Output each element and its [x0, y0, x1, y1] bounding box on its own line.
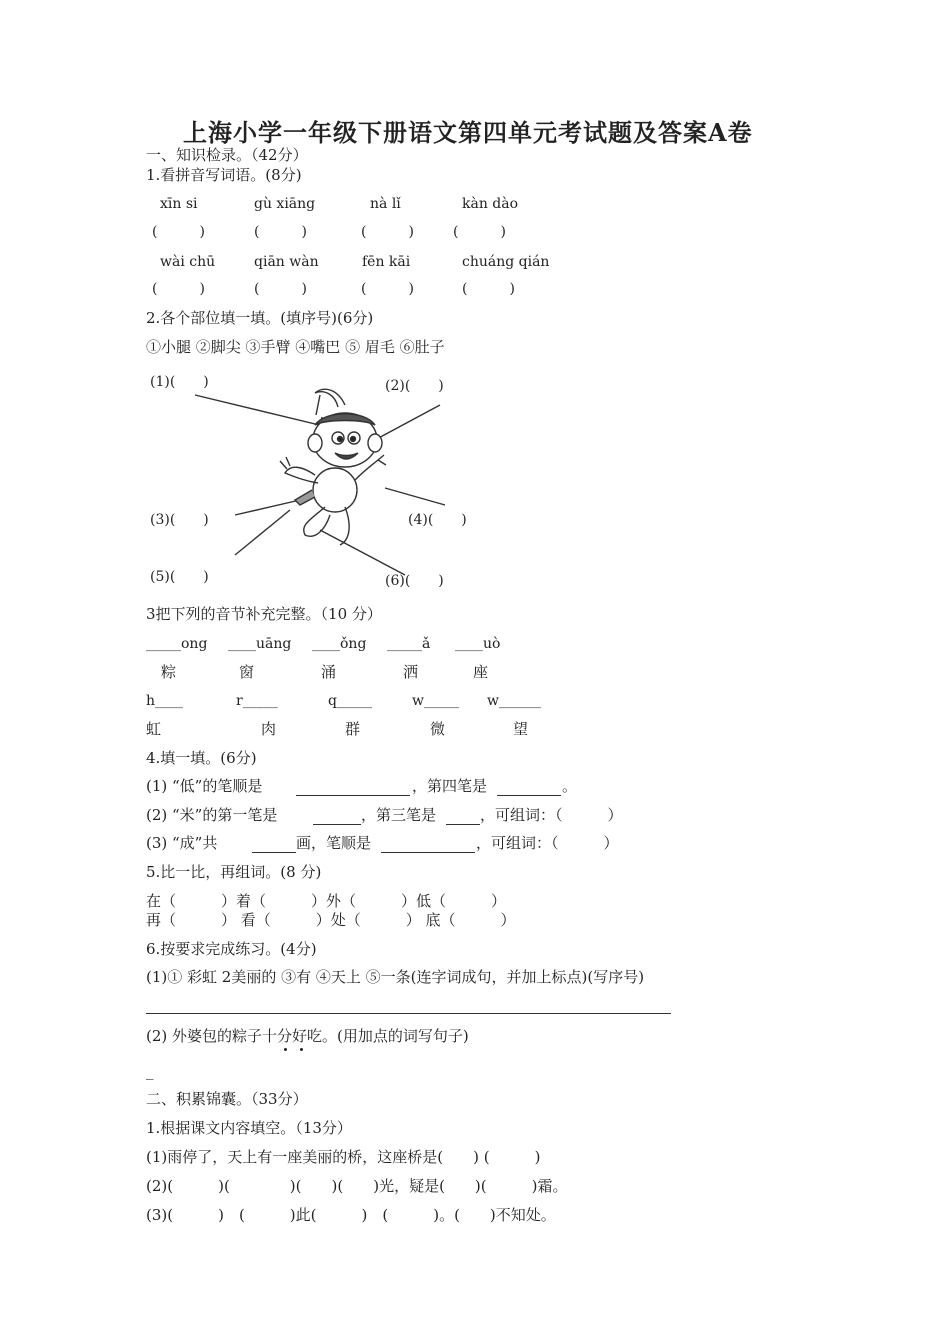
page-title: 上海小学一年级下册语文第四单元考试题及答案A卷	[183, 118, 753, 147]
emphasis-dot	[300, 1048, 303, 1051]
syllable-blank[interactable]: w_____	[412, 693, 459, 709]
hanzi: 望	[513, 720, 529, 738]
question-2-options: ①小腿 ②脚尖 ③手臂 ④嘴巴 ⑤ 眉毛 ⑥肚子	[146, 338, 445, 356]
q4-line3-text: 画，笔顺是	[296, 834, 372, 852]
diagram-label-1: (1)( )	[150, 374, 209, 390]
pinyin-2-2: qiān wàn	[254, 254, 319, 270]
syllable-blank[interactable]: r_____	[236, 693, 278, 709]
leader-line	[235, 510, 290, 555]
hanzi: 洒	[403, 663, 419, 681]
q4-line2-text: ，可组词：（ ）	[480, 806, 623, 824]
syllable-blank[interactable]: ____ǒng	[312, 636, 367, 652]
syllable-blank[interactable]: w______	[487, 693, 541, 709]
pinyin-2-1: wài chū	[160, 254, 216, 270]
hanzi: 微	[430, 720, 446, 738]
q4-line2-text: ，第三笔是	[361, 806, 437, 824]
hanzi: 虹	[146, 720, 162, 738]
leader-line	[385, 488, 445, 505]
section-heading-2: 二、积累锦囊。（33分）	[146, 1090, 308, 1108]
section-heading-1: 一、知识检录。（42分）	[146, 146, 308, 164]
diagram-label-6: (6)( )	[385, 573, 444, 589]
q4-line2-text: (2) “米”的第一笔是	[146, 806, 278, 824]
syllable-blank[interactable]: h____	[146, 693, 184, 709]
pinyin-2-3: fēn kāi	[362, 254, 411, 270]
answer-line[interactable]	[497, 795, 561, 796]
answer-blank[interactable]: ( )	[453, 224, 506, 240]
question-1-heading: 1.看拼音写词语。(8分)	[146, 166, 302, 184]
answer-line[interactable]	[381, 852, 475, 853]
hanzi: 窗	[239, 663, 255, 681]
q4-line1-text: ，第四笔是	[412, 777, 488, 795]
hanzi: 座	[473, 663, 489, 681]
q4-line1-text: (1) “低”的笔顺是	[146, 777, 263, 795]
q5-row2[interactable]: 再（ ） 看（ ）处（ ） 底（ ）	[146, 911, 516, 929]
answer-line[interactable]	[446, 824, 480, 825]
diagram-label-3: (3)( )	[150, 512, 209, 528]
pinyin-2-4: chuáng qián	[462, 254, 550, 270]
q6-item1: (1)① 彩虹 2美丽的 ③有 ④天上 ⑤一条(连字词成句，并加上标点)(写序号)	[146, 968, 645, 986]
syllable-blank[interactable]: ____uāng	[228, 636, 292, 652]
emphasis-dot	[284, 1048, 287, 1051]
syllable-blank[interactable]: _____ong	[146, 636, 208, 652]
syllable-blank[interactable]: q_____	[328, 693, 372, 709]
pinyin-1-2: gù xiāng	[254, 196, 316, 212]
q4-line3-text: ，可组词：（ ）	[476, 834, 619, 852]
answer-blank[interactable]: ( )	[152, 224, 205, 240]
answer-blank[interactable]: ( )	[361, 224, 414, 240]
question-3-heading: 3把下列的音节补充完整。（10 分）	[146, 605, 382, 623]
answer-line[interactable]	[313, 824, 361, 825]
hanzi: 涌	[321, 663, 337, 681]
question-5-heading: 5.比一比，再组词。(8 分)	[146, 863, 322, 881]
answer-blank[interactable]: ( )	[361, 281, 414, 297]
syllable-blank[interactable]: ____uò	[455, 636, 501, 652]
syllable-blank[interactable]: _____ǎ	[387, 636, 431, 652]
q6-dash: _	[146, 1062, 154, 1080]
part2-q1-line3[interactable]: (3)( ) ( )此( ) ( )。( )不知处。	[146, 1206, 556, 1224]
diagram-label-5: (5)( )	[150, 569, 209, 585]
q6-item2: (2) 外婆包的粽子十分好吃。(用加点的词写句子)	[146, 1027, 469, 1045]
pinyin-1-4: kàn dào	[462, 196, 519, 212]
hanzi: 群	[345, 720, 361, 738]
part2-q1-line2[interactable]: (2)( )( )( )( )光，疑是( )( )霜。	[146, 1177, 568, 1195]
cartoon-kid-illustration	[140, 365, 500, 595]
diagram-label-2: (2)( )	[385, 378, 444, 394]
answer-blank[interactable]: ( )	[254, 281, 307, 297]
pinyin-1-1: xīn si	[160, 196, 198, 212]
part2-question-1-heading: 1.根据课文内容填空。（13分）	[146, 1119, 352, 1137]
part2-q1-line1[interactable]: (1)雨停了，天上有一座美丽的桥，这座桥是( ) ( )	[146, 1148, 541, 1166]
pinyin-1-3: nà lǐ	[370, 196, 401, 212]
q5-row1[interactable]: 在（ ）着（ ）外（ ）低（ ）	[146, 892, 507, 910]
leader-line	[320, 530, 405, 575]
answer-line[interactable]	[146, 1013, 671, 1014]
leader-line	[235, 500, 300, 515]
question-4-heading: 4.填一填。(6分)	[146, 749, 257, 767]
answer-blank[interactable]: ( )	[254, 224, 307, 240]
hanzi: 粽	[161, 663, 177, 681]
hanzi: 肉	[261, 720, 277, 738]
diagram-label-4: (4)( )	[408, 512, 467, 528]
q4-line3-text: (3) “成”共	[146, 834, 218, 852]
question-2-heading: 2.各个部位填一填。(填序号)(6分)	[146, 309, 374, 327]
answer-line[interactable]	[252, 852, 296, 853]
answer-blank[interactable]: ( )	[462, 281, 515, 297]
answer-line[interactable]	[296, 795, 410, 796]
question-6-heading: 6.按要求完成练习。(4分)	[146, 940, 317, 958]
answer-blank[interactable]: ( )	[152, 281, 205, 297]
q4-line1-text: 。	[562, 777, 578, 795]
